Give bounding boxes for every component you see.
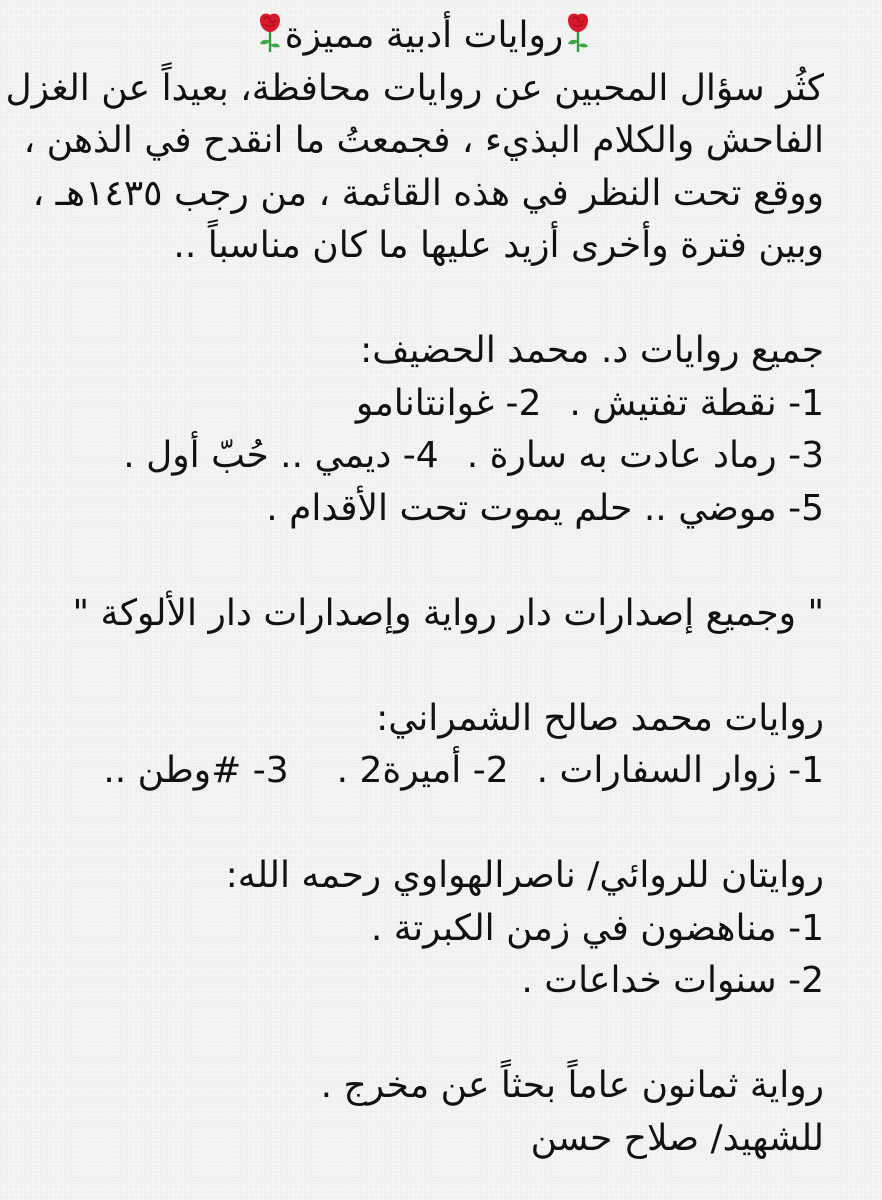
quote-line: " وجميع إصدارات دار رواية وإصدارات دار الألوكة " <box>72 592 824 634</box>
list-item: 1- زوار السفارات . <box>536 750 824 791</box>
spacer <box>24 273 824 326</box>
list-item: 1- مناهضون في زمن الكبرتة . <box>370 907 824 949</box>
list-item: 4- ديمي .. حُبّ أول . <box>123 435 439 476</box>
list-item: 3- رماد عادت به سارة . <box>466 435 824 476</box>
note-body <box>5 10 824 1165</box>
section-heading: جميع روايات د. محمد الحضيف: <box>360 330 824 371</box>
list-item: 1- نقطة تفتيش . <box>569 382 824 424</box>
intro-line: ووقع تحت النظر في هذه القائمة ، من رجب ١٤٣٥هـ ، <box>32 172 824 214</box>
rose-icon <box>257 11 283 53</box>
spacer <box>24 798 824 851</box>
list-row <box>24 378 824 431</box>
list-row <box>24 745 824 798</box>
rose-icon <box>565 11 591 53</box>
author-line: للشهيد/ صلاح حسن <box>530 1117 824 1159</box>
spacer <box>24 1008 824 1061</box>
novel-title-line: رواية ثمانون عاماً بحثاً عن مخرج . <box>320 1065 824 1106</box>
list-item: 2- أميرة2 . <box>336 750 509 791</box>
section-heading: روايتان للروائي/ ناصرالهواوي رحمه الله: <box>225 855 824 896</box>
intro-line: الفاحش والكلام البذيء ، فجمعتُ ما انقدح في الذهن ، <box>23 120 824 161</box>
spacer <box>24 640 824 693</box>
list-row <box>24 430 824 483</box>
intro-line: كثُر سؤال المحبين عن روايات محافظة، بعيداً عن الغزل <box>5 67 824 109</box>
list-item: 5- موضي .. حلم يموت تحت الأقدام . <box>266 487 824 529</box>
list-item: 2- سنوات خداعات . <box>521 960 824 1001</box>
spacer <box>24 535 824 588</box>
list-item: 3- #وطن .. <box>103 750 289 791</box>
intro-line: وبين فترة وأخرى أزيد عليها ما كان مناسباً .. <box>173 225 824 266</box>
note-title <box>24 10 882 63</box>
list-item: 2- غوانتانامو <box>355 382 542 424</box>
note-title-text: روايات أدبية مميزة <box>284 15 564 56</box>
section-heading: روايات محمد صالح الشمراني: <box>376 697 824 739</box>
